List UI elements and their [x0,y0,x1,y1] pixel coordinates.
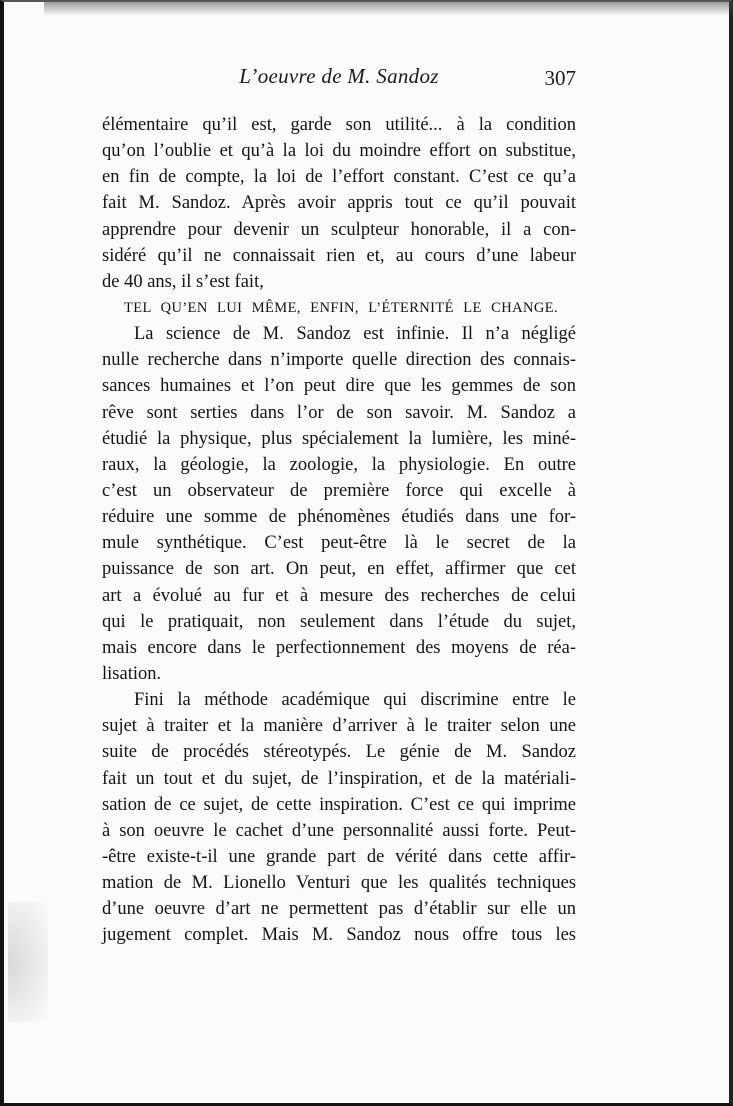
page-number: 307 [544,66,576,90]
text-line: -être existe-t-il une grande part de vérité dans cette affir- [102,846,576,867]
text-line: rêve sont serties dans l’or de son savoir. M. Sandoz a [102,402,576,423]
text-line: en fin de compte, la loi de l’effort constant. C’est ce qu’a [102,167,576,188]
paragraph-first-line: Fini la méthode académique qui discrimine entre le [134,690,576,711]
text-line: c’est un observateur de première force qui excelle à [102,480,576,501]
text-line: lisation. [102,663,162,684]
text-line: fait un tout et du sujet, de l’inspiration, et de la matériali- [102,768,576,789]
text-line: art a évolué au fur et à mesure des recherches de celui [102,585,576,606]
text-line: sation de ce sujet, de cette inspiration. C’est ce qui imprime [102,794,576,815]
text-line: d’une oeuvre d’art ne permettent pas d’établir sur elle un [102,899,576,920]
text-line: à son oeuvre le cachet d’une personnalité aussi forte. Peut- [102,820,576,841]
text-line: de 40 ans, il s’est fait, [102,271,264,292]
text-line: puissance de son art. On peut, en effet, affirmer que cet [102,559,576,580]
text-line: étudié la physique, plus spécialement la lumière, les miné- [102,428,576,449]
quoted-verse-line: TEL QU’EN LUI MÊME, ENFIN, L’ÉTERNITÉ LE CHANGE. [124,299,558,316]
text-line: élémentaire qu’il est, garde son utilité... à la condition [102,115,576,135]
text-line: qui le pratiquait, non seulement dans l’étude du sujet, [102,611,576,632]
text-line: mais encore dans le perfectionnement des moyens de réa- [102,637,576,658]
text-line: sidéré qu’il ne connaissait rien et, au cours d’une labeur [102,245,576,266]
text-line: apprendre pour devenir un sculpteur honorable, il a con- [102,219,576,240]
text-line: nulle recherche dans n’importe quelle direction des connais- [102,350,576,371]
paragraph-first-line: La science de M. Sandoz est infinie. Il n’a négligé [134,324,576,345]
text-line: jugement complet. Mais M. Sandoz nous offre tous les [102,925,576,946]
text-line: raux, la géologie, la zoologie, la physiologie. En outre [102,454,576,475]
text-line: fait M. Sandoz. Après avoir appris tout ce qu’il pouvait [102,193,576,214]
scan-smudge [8,902,48,1022]
running-head [102,64,576,94]
text-line: réduire une somme de phénomènes étudiés dans une for- [102,507,576,528]
text-line: mule synthétique. C’est peut-être là le secret de la [102,533,576,554]
text-line: mation de M. Lionello Venturi que les qualités techniques [102,873,576,894]
body-text [102,112,576,949]
text-line: sances humaines et l’on peut dire que les gemmes de son [102,376,576,397]
scan-shadow [44,2,733,16]
text-line: qu’on l’oublie et qu’à la loi du moindre effort on substitue, [102,141,576,162]
running-title: L’oeuvre de M. Sandoz [239,64,439,88]
text-line: suite de procédés stéreotypés. Le génie de M. Sandoz [102,742,576,763]
text-line: sujet à traiter et la manière d’arriver à le traiter selon une [102,716,576,737]
